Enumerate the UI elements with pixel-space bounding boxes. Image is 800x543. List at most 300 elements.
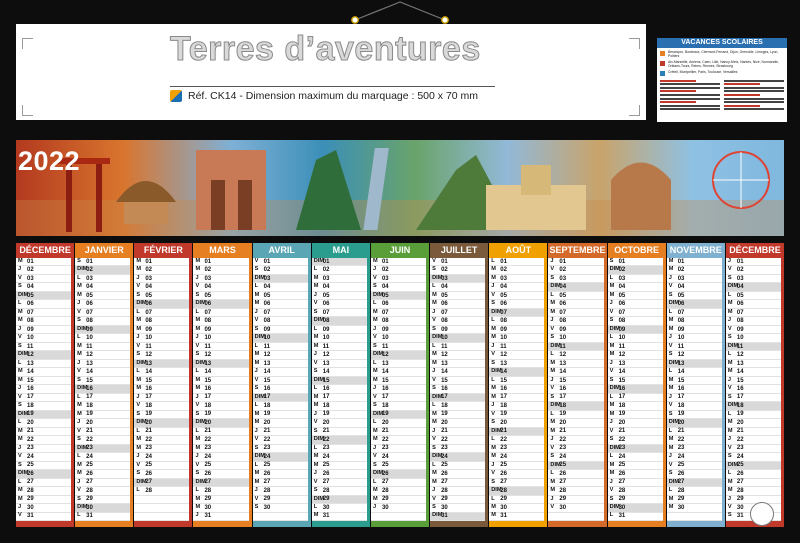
day-row [430,411,485,419]
weekday-letter: J [550,257,554,264]
day-row [371,300,426,308]
day-row [430,504,485,512]
weekday-letter: J [18,444,22,451]
weekday-letter: M [550,427,556,434]
day-row [312,385,367,393]
day-number: 02 [263,267,271,274]
day-row [193,300,248,308]
day-number: 04 [559,284,567,291]
day-row [134,368,189,376]
day-number: 08 [618,318,626,325]
day-number: 15 [441,377,448,384]
weekday-letter: DIM [18,470,29,477]
day-row [16,377,71,385]
weekday-letter: J [668,393,672,400]
day-row [726,266,781,274]
weekday-letter: DIM [372,351,384,358]
day-row [371,436,426,444]
day-row [253,309,308,317]
weekday-letter: DIM [313,257,325,264]
day-row [371,453,426,461]
day-number: 12 [145,352,152,359]
weekday-letter: J [727,436,731,443]
day-row [193,258,248,266]
weekday-letter: M [550,300,556,307]
day-number: 01 [441,258,448,265]
day-row [16,496,71,504]
weekday-letter: M [491,444,496,451]
day-row [489,351,544,359]
day-row [608,513,663,521]
weekday-letter: J [77,478,81,485]
weekday-letter: M [372,495,378,502]
day-number: 16 [500,386,507,392]
day-number: 12 [736,352,744,359]
travel-photo-banner [16,140,784,236]
day-row [726,300,781,308]
month-days [608,258,666,521]
weekday-letter: DIM [609,325,620,332]
month-column [726,243,784,527]
day-row [430,275,485,283]
day-row [253,334,308,342]
day-number: 27 [500,479,507,486]
day-number: 30 [736,504,744,511]
day-row [75,453,130,461]
day-number: 06 [441,301,448,308]
day-number: 09 [618,326,626,333]
day-number: 07 [322,309,330,316]
day-number: 07 [736,309,744,316]
weekday-letter: J [254,487,258,494]
weekday-letter: DIM [609,503,620,510]
weekday-letter: S [727,453,732,460]
day-row [193,292,248,300]
day-number: 03 [381,275,389,282]
day-number: 25 [618,462,626,469]
month-days [726,258,784,521]
day-number: 29 [27,496,34,503]
footer-band [16,527,784,537]
weekday-letter: DIM [254,393,265,400]
weekday-letter: M [432,470,437,477]
day-number: 14 [204,369,212,376]
day-row [489,292,544,300]
day-row [134,385,189,393]
weekday-letter: V [313,478,318,485]
weekday-letter: J [550,376,554,383]
day-number: 13 [322,360,330,367]
day-row [608,334,663,342]
day-number: 23 [736,445,744,452]
weekday-letter: M [254,300,260,307]
day-row [548,283,603,291]
holiday-dates-line [724,108,784,110]
day-row [16,394,71,402]
weekday-letter: S [195,291,200,298]
weekday-letter: V [77,368,81,375]
day-row [371,504,426,512]
day-number: 13 [500,360,507,367]
day-row [16,283,71,291]
day-row [548,258,603,266]
weekday-letter: S [609,495,614,502]
weekday-letter: J [313,351,317,358]
weekday-letter: DIM [372,410,384,417]
day-row [193,266,248,274]
weekday-letter: J [313,291,317,298]
day-row [253,394,308,402]
weekday-letter: S [18,402,22,409]
day-row [75,368,130,376]
day-number: 30 [381,504,389,511]
weekday-letter: M [372,436,378,443]
month-header: FÉVRIER [134,243,192,258]
day-number: 13 [736,360,744,367]
weekday-letter: S [491,359,495,366]
weekday-letter: J [668,453,672,460]
weekday-letter: S [609,317,614,324]
weekday-letter: M [609,351,615,358]
weekday-letter: S [77,436,81,443]
day-row [667,258,722,266]
day-row [489,513,544,521]
day-number: 22 [736,436,744,443]
day-row [489,360,544,368]
day-number: 19 [559,411,567,418]
day-number: 07 [27,309,34,316]
day-number: 05 [27,292,34,299]
weekday-letter: L [254,283,259,290]
month-column [371,243,429,527]
day-row [608,411,663,419]
day-number: 09 [145,326,152,333]
day-number: 29 [677,496,685,503]
weekday-letter: M [491,334,496,341]
day-number: 01 [618,258,626,265]
day-row [193,317,248,325]
weekday-letter: L [491,376,495,383]
weekday-letter: V [372,334,377,341]
day-number: 26 [500,470,507,477]
day-number: 11 [441,343,448,350]
day-number: 28 [500,487,507,494]
month-column [548,243,606,527]
day-number: 11 [381,343,389,350]
weekday-letter: M [491,453,496,460]
weekday-letter: M [668,495,674,502]
weekday-letter: L [491,436,495,443]
day-number: 13 [27,360,34,367]
weekday-letter: V [136,283,141,290]
weekday-letter: M [432,410,437,417]
holiday-dates-line [724,80,784,82]
weekday-letter: J [609,300,613,307]
day-row [134,394,189,402]
day-number: 12 [441,352,448,359]
weekday-letter: S [77,257,81,264]
weekday-letter: M [313,402,319,409]
holiday-dates-line [660,83,720,85]
weekday-letter: M [77,283,82,290]
day-number: 14 [736,369,744,376]
day-row [75,343,130,351]
day-row [548,513,603,521]
weekday-letter: DIM [727,283,739,290]
day-number: 12 [677,352,685,359]
day-row [608,419,663,427]
day-number: 08 [263,318,271,325]
day-row [726,292,781,300]
day-number: 28 [381,487,389,494]
day-row [134,317,189,325]
weekday-letter: S [313,487,318,494]
weekday-letter: L [668,487,673,494]
day-number: 15 [500,377,507,384]
weekday-letter: J [195,334,199,341]
day-number: 23 [27,445,34,452]
weekday-letter: S [195,351,200,358]
weekday-letter: L [18,359,22,366]
day-row [16,436,71,444]
day-number: 10 [500,335,507,342]
weekday-letter: M [668,376,674,383]
month-header: DÉCEMBRE [16,243,74,258]
day-number: 07 [204,309,212,316]
weekday-letter: J [609,419,613,426]
day-row [75,419,130,427]
day-number: 20 [500,419,507,426]
day-number: 06 [618,301,626,308]
weekday-letter: L [18,300,22,307]
weekday-letter: J [195,512,199,519]
day-row [667,334,722,342]
weekday-letter: J [254,308,258,315]
weekday-letter: DIM [136,419,147,426]
holiday-dates-line [724,87,784,89]
weekday-letter: J [668,274,672,281]
day-number: 29 [322,496,330,503]
day-row [312,326,367,334]
weekday-letter: L [372,419,377,426]
weekday-letter: M [18,487,23,494]
day-number: 19 [441,411,448,418]
day-number: 15 [27,377,34,384]
weekday-letter: V [313,300,318,307]
day-number: 29 [204,496,212,503]
month-column [16,243,74,527]
day-number: 01 [381,258,389,265]
day-row [312,470,367,478]
day-row [16,513,71,521]
weekday-letter: V [727,325,732,332]
day-row [548,453,603,461]
weekday-letter: V [491,470,495,477]
weekday-letter: V [668,402,673,409]
day-number: 26 [559,470,567,477]
weekday-letter: M [432,300,437,307]
weekday-letter: J [313,470,317,477]
day-number: 05 [618,292,626,299]
weekday-letter: V [136,342,141,349]
day-number: 03 [677,275,685,282]
weekday-letter: M [727,478,733,485]
weekday-letter: M [195,266,201,273]
day-number: 14 [27,369,34,376]
day-number: 31 [618,513,626,520]
day-row [134,411,189,419]
weekday-letter: S [609,436,614,443]
weekday-letter: DIM [313,495,325,502]
weekday-letter: L [195,427,199,434]
weekday-letter: S [668,470,673,477]
weekday-letter: M [491,385,496,392]
weekday-letter: M [432,359,437,366]
weekday-letter: S [491,478,495,485]
day-number: 14 [263,369,271,376]
day-number: 28 [27,487,34,494]
day-row [134,402,189,410]
day-number: 26 [204,470,212,477]
day-number: 15 [618,377,626,384]
day-row [548,462,603,470]
weekday-letter: DIM [313,376,325,383]
day-row [667,343,722,351]
day-row [75,462,130,470]
day-row [253,513,308,521]
day-row [312,309,367,317]
day-row [253,411,308,419]
day-number: 26 [677,470,685,477]
day-number: 08 [736,318,744,325]
day-number: 17 [381,394,389,401]
weekday-letter: L [491,257,495,264]
day-row [667,479,722,487]
day-row [489,462,544,470]
holiday-dates-line [724,94,760,96]
day-row [193,496,248,504]
weekday-letter: V [372,274,377,281]
day-number: 24 [27,453,34,460]
weekday-letter: DIM [254,334,265,341]
weekday-letter: M [550,308,556,315]
day-row [253,428,308,436]
day-number: 24 [677,453,685,460]
day-row [726,343,781,351]
day-row [312,343,367,351]
weekday-letter: J [727,376,731,383]
day-number: 23 [559,445,567,452]
day-number: 29 [263,496,271,503]
day-row [548,428,603,436]
weekday-letter: DIM [491,427,502,434]
day-number: 11 [204,343,211,350]
crop-mark [22,105,33,116]
day-row [608,326,663,334]
weekday-letter: L [668,308,673,315]
day-number: 25 [500,462,507,469]
day-row [489,504,544,512]
day-row [489,283,544,291]
day-row [75,266,130,274]
day-number: 16 [263,386,271,392]
day-number: 30 [204,504,212,511]
weekday-letter: L [77,334,81,341]
weekday-letter: V [609,427,614,434]
day-row [134,292,189,300]
day-number: 13 [145,360,152,367]
day-row [489,334,544,342]
day-number: 10 [145,335,152,342]
month-header: MAI [312,243,370,258]
weekday-letter: J [254,368,258,375]
day-row [608,504,663,512]
day-row [16,479,71,487]
weekday-letter: J [77,359,81,366]
day-number: 28 [736,487,744,494]
day-number: 08 [559,318,567,325]
day-row [548,496,603,504]
day-row [193,334,248,342]
day-number: 30 [27,504,34,511]
day-row [134,428,189,436]
day-number: 07 [618,309,626,316]
day-number: 31 [27,513,34,520]
weekday-letter: M [491,503,496,510]
day-number: 12 [86,352,93,359]
weekday-letter: M [432,291,437,298]
day-number: 27 [736,479,744,486]
day-number: 24 [263,453,271,460]
day-number: 22 [677,436,685,443]
day-row [75,275,130,283]
day-number: 17 [145,394,152,401]
weekday-letter: DIM [195,478,206,485]
day-row [667,496,722,504]
day-number: 20 [381,419,389,426]
weekday-letter: M [136,325,141,332]
day-row [667,385,722,393]
day-number: 19 [500,411,507,418]
zone-color-chip [660,61,665,66]
day-number: 03 [322,275,330,282]
day-row [312,411,367,419]
day-number: 08 [204,318,212,325]
weekday-letter: J [550,436,554,443]
day-row [134,479,189,487]
day-number: 21 [559,428,567,435]
holiday-dates-grid [660,78,784,110]
weekday-letter: M [136,376,141,383]
weekday-letter: J [550,495,554,502]
weekday-letter: J [313,410,317,417]
day-number: 18 [204,402,212,409]
weekday-letter: V [18,453,22,460]
weekday-letter: V [550,503,555,510]
weekday-letter: S [372,283,377,290]
weekday-letter: DIM [550,342,561,349]
weekday-letter: DIM [550,283,561,290]
day-number: 01 [86,258,93,265]
weekday-letter: M [727,368,733,375]
day-row [134,326,189,334]
day-number: 19 [27,411,34,418]
weekday-letter: S [491,419,495,426]
day-number: 30 [322,504,330,511]
weekday-letter: M [254,478,260,485]
weekday-letter: J [372,266,377,273]
day-number: 17 [263,394,271,401]
